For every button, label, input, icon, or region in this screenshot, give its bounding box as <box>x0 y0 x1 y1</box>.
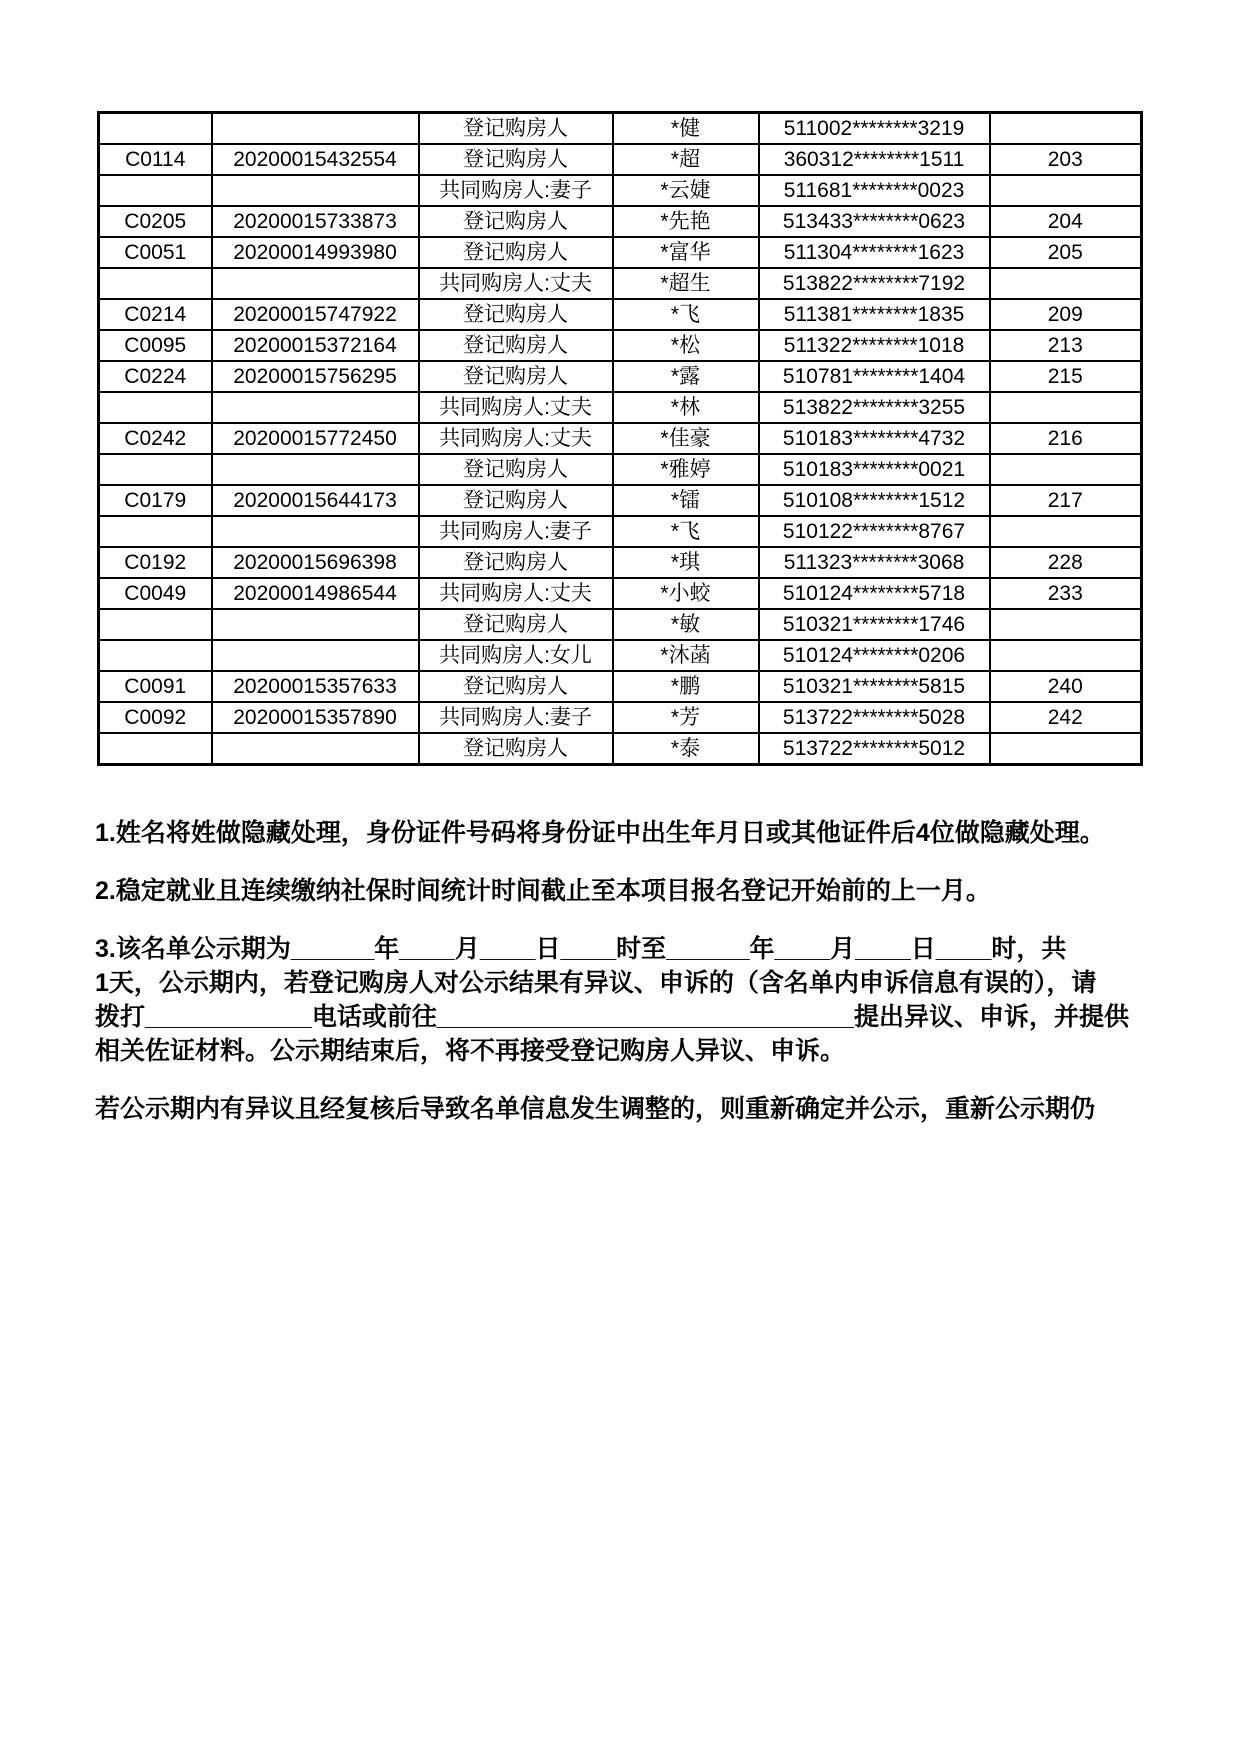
table-row <box>99 237 1142 268</box>
cell-code: C0179 <box>99 485 212 516</box>
registration-table-container <box>97 111 1140 766</box>
cell-registration-number: 20200015733873 <box>212 206 419 237</box>
cell-purchaser-role: 登记购房人 <box>419 299 613 330</box>
cell-registration-number: 20200014993980 <box>212 237 419 268</box>
cell-name: *超 <box>613 144 759 175</box>
note-social-security: 2.稳定就业且连续缴纳社保时间统计时间截止至本项目报名登记开始前的上一月。 <box>95 877 991 905</box>
cell-name: *沐菡 <box>613 640 759 671</box>
note-publicity-line-1: 3.该名单公示期为______年____月____日____时至______年____月____日____时，共 <box>95 935 1067 963</box>
cell-purchaser-role: 登记购房人 <box>419 144 613 175</box>
cell-code <box>99 640 212 671</box>
cell-id-number: 511323********3068 <box>759 547 990 578</box>
cell-id-number: 510781********1404 <box>759 361 990 392</box>
table-row <box>99 299 1142 330</box>
table-row <box>99 578 1142 609</box>
cell-code: C0051 <box>99 237 212 268</box>
cell-registration-number: 20200014986544 <box>212 578 419 609</box>
cell-id-number: 510183********4732 <box>759 423 990 454</box>
cell-sequence-number <box>990 113 1142 145</box>
cell-sequence-number <box>990 175 1142 206</box>
table-row <box>99 609 1142 640</box>
cell-purchaser-role: 共同购房人:丈夫 <box>419 423 613 454</box>
cell-purchaser-role: 登记购房人 <box>419 330 613 361</box>
cell-name: *松 <box>613 330 759 361</box>
cell-code: C0095 <box>99 330 212 361</box>
cell-sequence-number <box>990 609 1142 640</box>
cell-purchaser-role: 登记购房人 <box>419 237 613 268</box>
note-objection-adjustment: 若公示期内有异议且经复核后导致名单信息发生调整的，则重新确定并公示，重新公示期仍 <box>95 1095 1096 1123</box>
cell-purchaser-role: 登记购房人 <box>419 547 613 578</box>
cell-name: *先艳 <box>613 206 759 237</box>
cell-name: *飞 <box>613 299 759 330</box>
cell-code <box>99 175 212 206</box>
cell-registration-number: 20200015747922 <box>212 299 419 330</box>
cell-purchaser-role: 登记购房人 <box>419 361 613 392</box>
table-row <box>99 330 1142 361</box>
cell-registration-number: 20200015357890 <box>212 702 419 733</box>
cell-registration-number <box>212 640 419 671</box>
cell-id-number: 510321********1746 <box>759 609 990 640</box>
cell-sequence-number: 233 <box>990 578 1142 609</box>
cell-sequence-number: 205 <box>990 237 1142 268</box>
cell-sequence-number: 228 <box>990 547 1142 578</box>
registration-table-body <box>99 113 1142 765</box>
table-row <box>99 733 1142 765</box>
cell-sequence-number: 213 <box>990 330 1142 361</box>
note-privacy: 1.姓名将姓做隐藏处理，身份证件号码将身份证中出生年月日或其他证件后4位做隐藏处理。 <box>95 819 1105 847</box>
cell-registration-number <box>212 113 419 145</box>
note-publicity-line-4: 相关佐证材料。公示期结束后，将不再接受登记购房人异议、申诉。 <box>95 1037 846 1065</box>
note-publicity-line-3: 拨打____________电话或前往______________________________提出异议、申诉，并提供 <box>95 1003 1129 1031</box>
cell-name: *飞 <box>613 516 759 547</box>
cell-code <box>99 268 212 299</box>
table-row <box>99 547 1142 578</box>
cell-code <box>99 516 212 547</box>
table-row <box>99 485 1142 516</box>
cell-registration-number: 20200015357633 <box>212 671 419 702</box>
cell-code: C0091 <box>99 671 212 702</box>
cell-sequence-number <box>990 516 1142 547</box>
cell-registration-number <box>212 609 419 640</box>
note-publicity-period <box>95 932 1150 1068</box>
cell-code <box>99 454 212 485</box>
cell-name: *鹏 <box>613 671 759 702</box>
cell-purchaser-role: 共同购房人:丈夫 <box>419 268 613 299</box>
cell-id-number: 510183********0021 <box>759 454 990 485</box>
cell-name: *雅婷 <box>613 454 759 485</box>
cell-purchaser-role: 共同购房人:丈夫 <box>419 578 613 609</box>
cell-name: *镭 <box>613 485 759 516</box>
cell-name: *露 <box>613 361 759 392</box>
table-row <box>99 206 1142 237</box>
table-row <box>99 268 1142 299</box>
cell-code: C0214 <box>99 299 212 330</box>
cell-id-number: 513822********3255 <box>759 392 990 423</box>
cell-id-number: 511304********1623 <box>759 237 990 268</box>
registration-table <box>97 111 1143 766</box>
cell-name: *超生 <box>613 268 759 299</box>
cell-purchaser-role: 登记购房人 <box>419 485 613 516</box>
cell-id-number: 360312********1511 <box>759 144 990 175</box>
cell-registration-number <box>212 392 419 423</box>
cell-purchaser-role: 登记购房人 <box>419 671 613 702</box>
cell-id-number: 510124********0206 <box>759 640 990 671</box>
table-row <box>99 361 1142 392</box>
cell-registration-number <box>212 268 419 299</box>
cell-code: C0092 <box>99 702 212 733</box>
cell-name: *佳豪 <box>613 423 759 454</box>
cell-registration-number: 20200015644173 <box>212 485 419 516</box>
table-row <box>99 671 1142 702</box>
note-publicity-line-2: 1天，公示期内，若登记购房人对公示结果有异议、申诉的（含名单内申诉信息有误的），请 <box>95 969 1097 997</box>
cell-code <box>99 609 212 640</box>
cell-sequence-number <box>990 733 1142 765</box>
cell-registration-number: 20200015696398 <box>212 547 419 578</box>
table-row <box>99 454 1142 485</box>
cell-sequence-number: 216 <box>990 423 1142 454</box>
cell-registration-number: 20200015756295 <box>212 361 419 392</box>
cell-code: C0049 <box>99 578 212 609</box>
cell-purchaser-role: 共同购房人:妻子 <box>419 702 613 733</box>
cell-sequence-number <box>990 392 1142 423</box>
cell-purchaser-role: 共同购房人:女儿 <box>419 640 613 671</box>
cell-name: *林 <box>613 392 759 423</box>
cell-id-number: 513722********5012 <box>759 733 990 765</box>
cell-sequence-number <box>990 268 1142 299</box>
cell-sequence-number <box>990 640 1142 671</box>
table-row <box>99 144 1142 175</box>
cell-purchaser-role: 共同购房人:丈夫 <box>419 392 613 423</box>
cell-name: *小蛟 <box>613 578 759 609</box>
cell-code: C0192 <box>99 547 212 578</box>
cell-name: *云婕 <box>613 175 759 206</box>
cell-registration-number: 20200015772450 <box>212 423 419 454</box>
cell-sequence-number: 217 <box>990 485 1142 516</box>
cell-registration-number: 20200015372164 <box>212 330 419 361</box>
cell-registration-number <box>212 733 419 765</box>
cell-name: *芳 <box>613 702 759 733</box>
cell-id-number: 511322********1018 <box>759 330 990 361</box>
cell-sequence-number: 203 <box>990 144 1142 175</box>
cell-sequence-number: 209 <box>990 299 1142 330</box>
cell-name: *健 <box>613 113 759 145</box>
cell-purchaser-role: 登记购房人 <box>419 609 613 640</box>
cell-id-number: 511381********1835 <box>759 299 990 330</box>
cell-sequence-number: 215 <box>990 361 1142 392</box>
cell-name: *琪 <box>613 547 759 578</box>
cell-sequence-number <box>990 454 1142 485</box>
cell-id-number: 510321********5815 <box>759 671 990 702</box>
cell-id-number: 510124********5718 <box>759 578 990 609</box>
cell-id-number: 511681********0023 <box>759 175 990 206</box>
cell-purchaser-role: 共同购房人:妻子 <box>419 516 613 547</box>
cell-purchaser-role: 登记购房人 <box>419 206 613 237</box>
cell-registration-number: 20200015432554 <box>212 144 419 175</box>
cell-name: *泰 <box>613 733 759 765</box>
cell-purchaser-role: 共同购房人:妻子 <box>419 175 613 206</box>
cell-code: C0242 <box>99 423 212 454</box>
cell-purchaser-role: 登记购房人 <box>419 454 613 485</box>
cell-purchaser-role: 登记购房人 <box>419 113 613 145</box>
cell-id-number: 513822********7192 <box>759 268 990 299</box>
cell-code <box>99 392 212 423</box>
cell-registration-number <box>212 175 419 206</box>
table-row <box>99 702 1142 733</box>
cell-code: C0205 <box>99 206 212 237</box>
cell-code: C0114 <box>99 144 212 175</box>
cell-id-number: 513722********5028 <box>759 702 990 733</box>
cell-id-number: 510108********1512 <box>759 485 990 516</box>
cell-registration-number <box>212 454 419 485</box>
table-row <box>99 175 1142 206</box>
footnotes-section <box>95 816 1150 1150</box>
table-row <box>99 392 1142 423</box>
cell-registration-number <box>212 516 419 547</box>
cell-id-number: 510122********8767 <box>759 516 990 547</box>
cell-id-number: 513433********0623 <box>759 206 990 237</box>
cell-name: *敏 <box>613 609 759 640</box>
cell-name: *富华 <box>613 237 759 268</box>
cell-sequence-number: 240 <box>990 671 1142 702</box>
table-row <box>99 640 1142 671</box>
cell-code <box>99 733 212 765</box>
table-row <box>99 113 1142 145</box>
table-row <box>99 516 1142 547</box>
cell-id-number: 511002********3219 <box>759 113 990 145</box>
cell-purchaser-role: 登记购房人 <box>419 733 613 765</box>
cell-code: C0224 <box>99 361 212 392</box>
cell-code <box>99 113 212 145</box>
cell-sequence-number: 204 <box>990 206 1142 237</box>
table-row <box>99 423 1142 454</box>
cell-sequence-number: 242 <box>990 702 1142 733</box>
